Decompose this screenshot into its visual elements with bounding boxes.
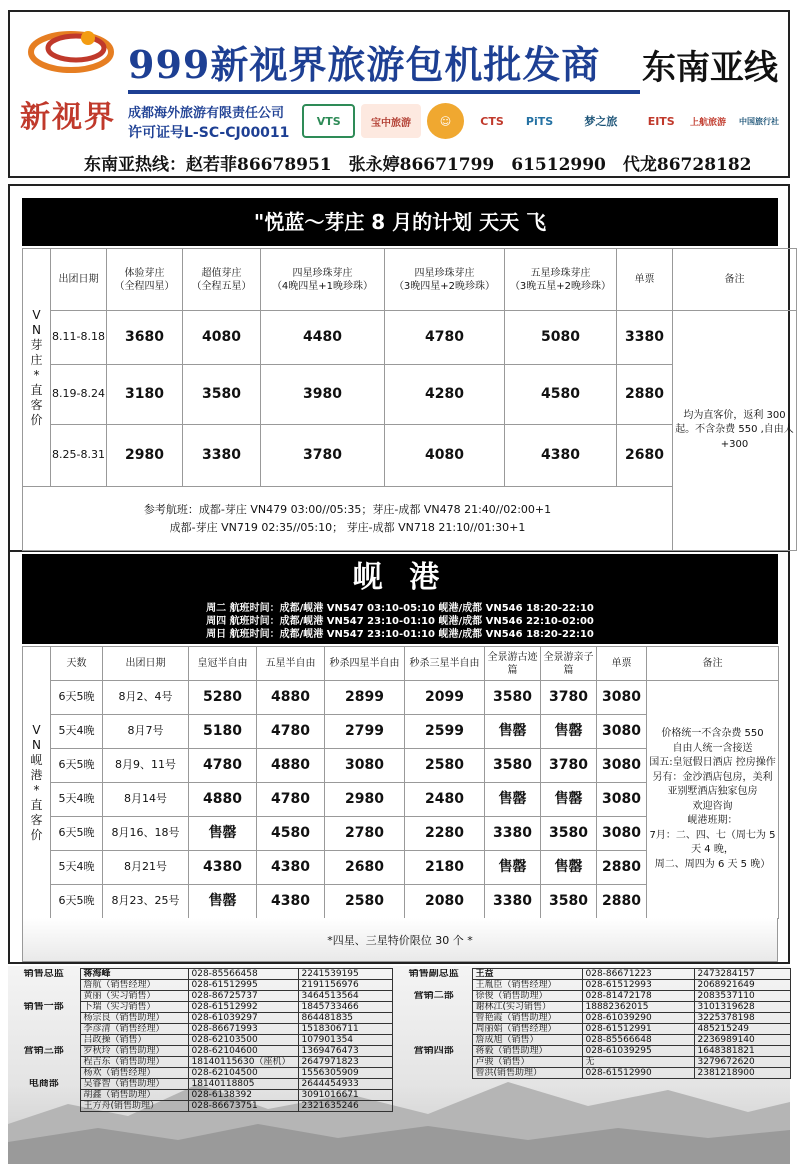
column-header: 超值芽庄 （全程五星）	[183, 249, 261, 311]
sales-table-left	[8, 968, 393, 1112]
qq-number: 1518306711	[298, 1024, 392, 1035]
phone-number: 028-62103500	[188, 1035, 298, 1046]
sales-row	[8, 1090, 392, 1101]
qq-number: 2191156976	[298, 980, 392, 991]
price-cell: 4480	[261, 311, 385, 365]
phone-number: 028-61039295	[582, 1046, 694, 1057]
qq-number: 1556305909	[298, 1068, 392, 1079]
column-header: 单票	[597, 647, 647, 681]
nhatrang-title: "悦蓝～芽庄 8 月的计划 天天 飞	[22, 198, 778, 246]
table-row: 6天5晚 8月23、25号 售罄 4380 2580 2080 3380 3580 2880	[23, 885, 779, 919]
staff-name: 黄丽（实习销售）	[80, 991, 188, 1002]
date-cell: 8.19-8.24	[51, 365, 107, 425]
company-name: 成都海外旅游有限责任公司	[128, 106, 285, 121]
staff-name: 蒋海峰	[80, 969, 188, 980]
column-header: 出团日期	[51, 249, 107, 311]
price-cell: 2680	[617, 425, 673, 487]
price-cell: 3980	[261, 365, 385, 425]
danang-header	[22, 554, 778, 644]
staff-name: 吴睿智（销售助理）	[80, 1079, 188, 1090]
dept-label	[8, 1035, 80, 1046]
sales-directory	[8, 966, 790, 1164]
phone-number: 028-86673751	[188, 1101, 298, 1112]
qq-number: 107901354	[298, 1035, 392, 1046]
price-cell: 3380	[183, 425, 261, 487]
partner-logo: 中国旅行社	[739, 116, 780, 126]
sales-table-right	[396, 968, 791, 1079]
column-header: 体验芽庄 （全程四星）	[107, 249, 183, 311]
dept-label	[396, 1024, 472, 1035]
logo-wordmark: 新视界	[20, 100, 116, 135]
danang-footnote: *四星、三星特价限位 30 个 *	[327, 934, 473, 947]
dept-label	[8, 991, 80, 1002]
phone-number: 028-61039297	[188, 1013, 298, 1024]
phone-number: 028-62104600	[188, 1046, 298, 1057]
dept-label	[396, 1002, 472, 1013]
column-header: 备注	[673, 249, 797, 311]
dept-label	[396, 1035, 472, 1046]
table-row: 5天4晚 8月7号 5180 4780 2799 2599 售罄 售罄 3080	[23, 715, 779, 749]
column-header: 全景游古迹篇	[485, 647, 541, 681]
dept-label	[8, 1013, 80, 1024]
license-number: 许可证号L-SC-CJ00011	[128, 125, 290, 141]
qq-number: 1369476473	[298, 1046, 392, 1057]
price-cell: 3180	[107, 365, 183, 425]
table-row: 5天4晚 8月14号 4880 4780 2980 2480 售罄 售罄 3080	[23, 783, 779, 817]
dept-label	[8, 1024, 80, 1035]
partner-logo: CTS	[480, 114, 504, 128]
phone-number: 028-85566458	[188, 969, 298, 980]
price-cell: 4380	[505, 425, 617, 487]
staff-name: 王方舟(销售助理）	[80, 1101, 188, 1112]
dept-label	[8, 980, 80, 991]
route-title: 东南亚线	[642, 48, 778, 88]
staff-name: 王胤臣（销售经理）	[472, 980, 582, 991]
staff-name: 蒋毅（销售助理）	[472, 1046, 582, 1057]
sales-row	[8, 1068, 392, 1079]
dept-label: 营销三部	[23, 1045, 64, 1056]
sales-row	[8, 969, 392, 980]
qq-number: 2644454933	[298, 1079, 392, 1090]
sales-row	[396, 1024, 790, 1035]
date-cell: 8.11-8.18	[51, 311, 107, 365]
sales-row	[396, 1013, 790, 1024]
qq-number: 3091016671	[298, 1090, 392, 1101]
staff-name: 卜瑞（实习销售）	[80, 1002, 188, 1013]
staff-name: 卢骏（销售）	[472, 1057, 582, 1068]
phone-number: 无	[582, 1057, 694, 1068]
dept-label: 销售一部	[23, 1001, 64, 1012]
brand-logo	[16, 20, 126, 140]
staff-name: 胡鑫（销售助理）	[80, 1090, 188, 1101]
phone-number: 028-85566648	[582, 1035, 694, 1046]
qq-number: 3225378198	[694, 1013, 790, 1024]
qq-number: 864481835	[298, 1013, 392, 1024]
phone-number: 028-61039290	[582, 1013, 694, 1024]
staff-name: 徐俊（销售助理）	[472, 991, 582, 1002]
sales-row	[396, 1057, 790, 1068]
staff-name: 周丽娟（销售经理）	[472, 1024, 582, 1035]
sales-row	[8, 1057, 392, 1068]
qq-number: 2647971823	[298, 1057, 392, 1068]
price-cell: 3580	[183, 365, 261, 425]
price-cell: 5080	[505, 311, 617, 365]
sales-row	[8, 1046, 392, 1057]
table-row: 6天5晚 8月9、11号 4780 4880 3080 2580 3580 3780 3080	[23, 749, 779, 783]
danang-title: 岘 港	[352, 560, 448, 595]
phone-number: 028-86725737	[188, 991, 298, 1002]
price-cell: 4280	[385, 365, 505, 425]
partner-logo-face-icon: ☺	[427, 103, 465, 139]
dept-label	[396, 1068, 472, 1079]
qq-number: 2236989140	[694, 1035, 790, 1046]
sales-row	[396, 1046, 790, 1057]
table-row	[23, 311, 797, 365]
danang-footnote-box	[22, 918, 778, 962]
phone-number: 028-86671223	[582, 969, 694, 980]
swirl-logo-icon	[26, 20, 116, 80]
table-row: 6天5晚 8月2、4号 5280 4880 2899 2099 3580 3780 3080 价格统一不含杂费 550 自由人统一含接送 国五:皇冠假日酒店 控房操作 另有：金沙酒店包房，美利亚别墅酒店独家包房 欢迎咨询 岘港班期： 7月：二、四、七（周七为 5 天 4 晚， 周二、周四为 6 天 5 晚）	[23, 681, 779, 715]
sales-row	[8, 1024, 392, 1035]
table-row: 5天4晚 8月21号 4380 4380 2680 2180 售罄 售罄 2880	[23, 851, 779, 885]
staff-name: 曾艳霞（销售助理）	[472, 1013, 582, 1024]
column-header: 天数	[51, 647, 103, 681]
qq-number: 485215249	[694, 1024, 790, 1035]
staff-name: 吕政操（销售）	[80, 1035, 188, 1046]
nhatrang-side-label: VN芽庄*直客价	[23, 249, 51, 487]
staff-name: 曾洪(销售助理）	[472, 1068, 582, 1079]
hotline-numbers: 东南亚热线：赵若菲86678951 张永婷86671799 61512990 代龙86728182	[84, 155, 752, 175]
partner-logo: 梦之旅	[584, 115, 618, 128]
price-cell: 2880	[617, 365, 673, 425]
qq-number: 2381218900	[694, 1068, 790, 1079]
dept-label	[8, 1068, 80, 1079]
price-cell: 4080	[385, 425, 505, 487]
nhatrang-note: 均为直客价，返利 300 起。不含杂费 550 ,自由人+300	[673, 311, 797, 551]
column-header: 四星珍珠芽庄 （4晚四星+1晚珍珠）	[261, 249, 385, 311]
phone-number: 028-86671993	[188, 1024, 298, 1035]
price-cell: 3680	[107, 311, 183, 365]
dept-label	[396, 1013, 472, 1024]
price-cell: 4580	[505, 365, 617, 425]
dept-label: 销售总监	[23, 968, 64, 979]
sales-row	[396, 1002, 790, 1013]
staff-name: 罗秋玲（销售助理）	[80, 1046, 188, 1057]
dept-label: 销售副总监	[408, 968, 459, 979]
column-header: 秒杀四星半自由	[325, 647, 405, 681]
column-header: 秒杀三星半自由	[405, 647, 485, 681]
dept-label	[8, 1101, 80, 1112]
partner-logo: 上航旅游	[690, 117, 727, 128]
staff-name: 杨欢（销售经理）	[80, 1068, 188, 1079]
sales-row	[8, 1035, 392, 1046]
page-title: 999新视界旅游包机批发商	[128, 42, 601, 87]
column-header: 四星珍珠芽庄 （3晚四星+2晚珍珠）	[385, 249, 505, 311]
dept-label: 电商部	[28, 1078, 59, 1089]
phone-number: 028-61512995	[188, 980, 298, 991]
danang-flight-line: 周四 航班时间：成都/岘港 VN547 23:10-01:10 岘港/成都 VN546 22:10-02:00	[206, 616, 594, 627]
price-cell: 2980	[107, 425, 183, 487]
sales-row	[396, 1035, 790, 1046]
phone-number: 028-61512992	[188, 1002, 298, 1013]
qq-number: 3279672620	[694, 1057, 790, 1068]
qq-number: 3464513564	[298, 991, 392, 1002]
dept-label	[8, 1090, 80, 1101]
phone-number: 18140118805	[188, 1079, 298, 1090]
dept-label	[8, 1057, 80, 1068]
qq-number: 1648381821	[694, 1046, 790, 1057]
nhatrang-price-table	[22, 248, 797, 551]
column-header: 五星珍珠芽庄 （3晚五星+2晚珍珠）	[505, 249, 617, 311]
price-cell: 4080	[183, 311, 261, 365]
phone-number: 028-61512993	[582, 980, 694, 991]
sales-row	[396, 980, 790, 991]
price-cell: 3780	[261, 425, 385, 487]
sales-row	[8, 1101, 392, 1112]
sales-row	[8, 991, 392, 1002]
staff-name: 詹航（销售经理）	[80, 980, 188, 991]
column-header: 皇冠半自由	[189, 647, 257, 681]
partner-logo: VTS	[302, 104, 355, 138]
staff-name: 程吉东（销售助理）	[80, 1057, 188, 1068]
qq-number: 3101319628	[694, 1002, 790, 1013]
qq-number: 2083537110	[694, 991, 790, 1002]
staff-name: 王益	[472, 969, 582, 980]
dept-label	[396, 980, 472, 991]
phone-number: 028-81472178	[582, 991, 694, 1002]
nhatrang-flight-info	[23, 487, 673, 551]
column-header: 出团日期	[103, 647, 189, 681]
partner-logo: EITS	[647, 114, 675, 128]
date-cell: 8.25-8.31	[51, 425, 107, 487]
qq-number: 2241539195	[298, 969, 392, 980]
qq-number: 1845733466	[298, 1002, 392, 1013]
flight-line: 参考航班：成都-芽庄 VN479 03:00//05:35；芽庄-成都 VN478 21:40//02:00+1	[143, 502, 552, 516]
column-header: 全景游亲子篇	[541, 647, 597, 681]
danang-note: 价格统一不含杂费 550 自由人统一含接送 国五:皇冠假日酒店 控房操作 另有：金沙酒店包房，美利亚别墅酒店独家包房 欢迎咨询 岘港班期： 7月：二、四、七（周七为 5 天 4 晚， 周二、周四为 6 天 5 晚）	[647, 681, 779, 919]
price-cell: 3380	[617, 311, 673, 365]
danang-flight-line: 周日 航班时间：成都/岘港 VN547 23:10-01:10 岘港/成都 VN546 18:20-22:10	[206, 629, 594, 640]
dept-label	[396, 1057, 472, 1068]
column-header: 单票	[617, 249, 673, 311]
qq-number: 2321635246	[298, 1101, 392, 1112]
partner-logos	[302, 100, 782, 142]
phone-number: 028-61512990	[582, 1068, 694, 1079]
staff-name: 詹成旭（销售）	[472, 1035, 582, 1046]
sales-row	[396, 1068, 790, 1079]
danang-side-label: VN岘港*直客价	[23, 647, 51, 919]
flight-line: 成都-芽庄 VN719 02:35//05:10； 芽庄-成都 VN718 21:10//01:30+1	[169, 520, 526, 534]
sales-row	[396, 991, 790, 1002]
dept-label: 营销四部	[413, 1045, 454, 1056]
phone-number: 18882362015	[582, 1002, 694, 1013]
qq-number: 2473284157	[694, 969, 790, 980]
staff-name: 杨宗良（销售助理）	[80, 1013, 188, 1024]
partner-logo: PiTS	[525, 114, 554, 128]
table-row: 6天5晚 8月16、18号 售罄 4580 2780 2280 3380 3580 3080	[23, 817, 779, 851]
phone-number: 028-62104500	[188, 1068, 298, 1079]
column-header: 五星半自由	[257, 647, 325, 681]
danang-price-table	[22, 646, 779, 919]
qq-number: 2068921649	[694, 980, 790, 991]
header-banner	[8, 10, 790, 178]
sales-row	[8, 1079, 392, 1090]
phone-number: 028-6138392	[188, 1090, 298, 1101]
dept-label: 营销二部	[413, 990, 454, 1001]
title-underline	[128, 90, 640, 94]
staff-name: 李彦清（销售经理）	[80, 1024, 188, 1035]
partner-logo: 宝中旅游	[361, 104, 420, 138]
price-cell: 4780	[385, 311, 505, 365]
sales-row	[396, 969, 790, 980]
phone-number: 18140115630（座机）	[188, 1057, 298, 1068]
sales-row	[8, 980, 392, 991]
column-header: 备注	[647, 647, 779, 681]
phone-number: 028-61512991	[582, 1024, 694, 1035]
staff-name: 谢林江(实习销售）	[472, 1002, 582, 1013]
danang-flight-line: 周二 航班时间：成都/岘港 VN547 03:10-05:10 岘港/成都 VN546 18:20-22:10	[206, 603, 594, 614]
sales-row	[8, 1002, 392, 1013]
sales-row	[8, 1013, 392, 1024]
